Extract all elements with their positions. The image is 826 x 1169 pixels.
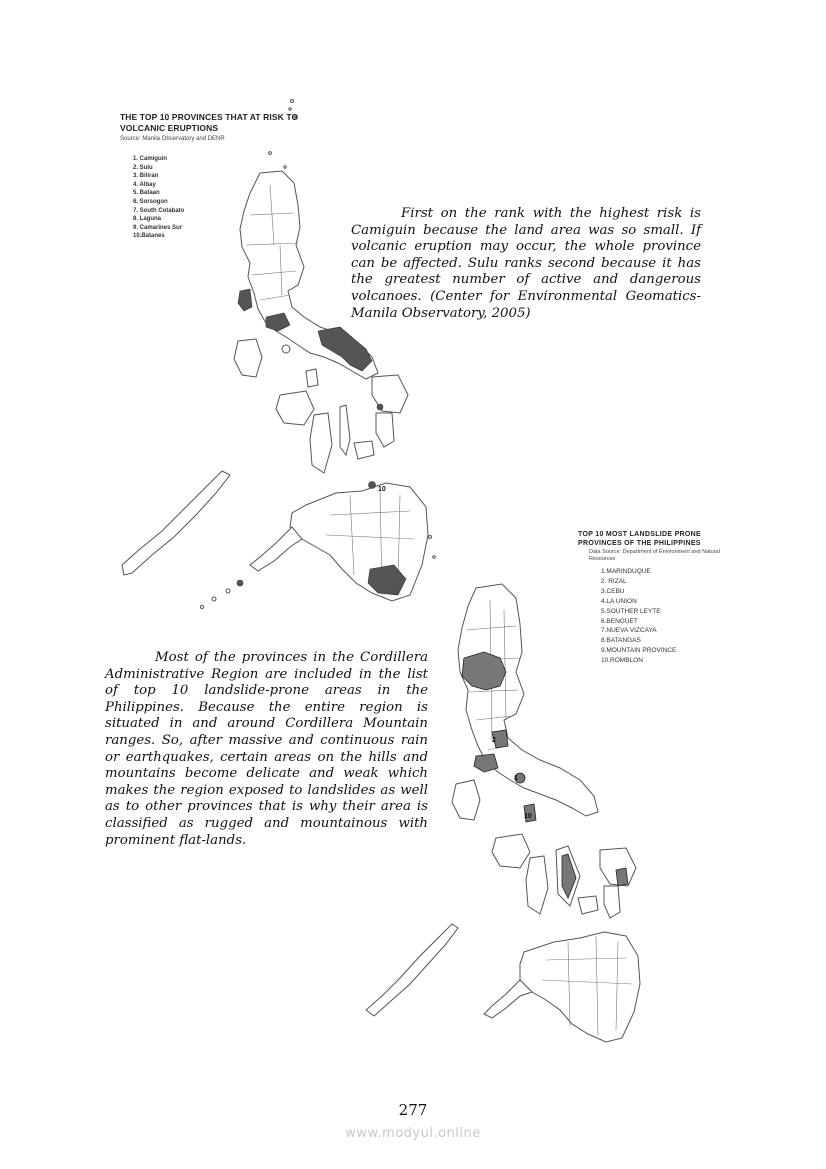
- list-item: 7.NUEVA VIZCAYA: [601, 627, 657, 635]
- negros-island: [526, 856, 548, 914]
- list-item: 4. Albay: [133, 181, 156, 188]
- list-item: 4.LA UNION: [601, 597, 637, 605]
- mindanao-island: [520, 932, 640, 1042]
- luzon-island: [458, 584, 598, 816]
- leyte-island: [604, 886, 620, 918]
- sulu-highlight: [237, 580, 243, 586]
- list-item: 1. Camiguin: [133, 156, 168, 162]
- negros-island: [310, 413, 332, 473]
- batangas-highlight: [474, 754, 498, 772]
- landslide-map-source: Data Source: Department of Environment and Natural Resources: [589, 549, 720, 562]
- list-item: 8.BATANGAS: [601, 637, 641, 645]
- list-item: 3.CEBU: [601, 587, 625, 595]
- map-label-10: 10: [378, 486, 386, 493]
- list-item: 5. Bataan: [133, 190, 160, 197]
- panay-island: [276, 391, 314, 425]
- list-item: 2. Sulu: [133, 164, 153, 171]
- list-item: 10.ROMBLON: [601, 657, 643, 665]
- leyte-island: [376, 413, 394, 447]
- page-number: 277: [398, 1101, 428, 1119]
- volcanic-paragraph: First on the rank with the highest risk is Camiguin because the land area was so small. If volcanic eruption may occur, the whole province can be affected. Sulu ranks second because it has the greatest number of active and dangerous volcanoes. (Center for Environmental Geomatics- Manila Observatory, 2005): [351, 206, 701, 321]
- list-item: 7. South Cotabato: [133, 207, 185, 214]
- palawan-island: [122, 471, 230, 575]
- bohol-island: [578, 896, 598, 914]
- landslide-map-title: TOP 10 MOST LANDSLIDE PRONE PROVINCES OF THE PHILIPPINES: [578, 531, 701, 547]
- landslide-province-list: [601, 567, 676, 666]
- list-item: 3. Biliran: [133, 173, 159, 180]
- map-label-2: 2: [492, 737, 496, 744]
- list-item: 6. Sorsogon: [133, 198, 168, 205]
- list-item: 2. RIZAL: [601, 577, 627, 585]
- list-item: 6.BENGUET: [601, 617, 638, 625]
- volcanic-province-list: [133, 155, 184, 241]
- map-label-10: 10: [524, 813, 532, 820]
- mindoro-island: [452, 780, 480, 820]
- cebu-island: [340, 405, 350, 455]
- list-item: 9. Camarines Sur: [133, 224, 183, 231]
- list-item: 8. Laguna: [133, 216, 162, 223]
- palawan-island: [366, 924, 458, 1016]
- volcanic-map-title: THE TOP 10 PROVINCES THAT AT RISK TO VOLCANIC ERUPTIONS: [120, 112, 299, 133]
- list-item: 5.SOUTHER LEYTE: [601, 607, 661, 615]
- watermark: www.modyul.online: [345, 1126, 481, 1141]
- southern-leyte-highlight: [616, 868, 628, 886]
- list-item: 1.MARINDUQUE: [601, 568, 651, 575]
- panay-island: [492, 834, 530, 868]
- volcanic-map-source: Source: Manila Observatory and DENR: [120, 136, 225, 142]
- bataan-highlight: [238, 289, 252, 311]
- list-item: 10.Batanes: [133, 233, 165, 240]
- landslide-paragraph: Most of the provinces in the Cordillera Administrative Region are included in the list of top 10 landslide-prone areas in the Philippines. Because the entire region is situated in and around Cordillera Mountain ranges. So, after massive and continuous rain or earthquakes, certain areas on the hills and mountains become delicate and weak which makes the region exposed to landslides as well as to other provinces that is why their area is classified as rugged and mountainous with prominent flat-lands.: [105, 650, 428, 848]
- mindoro-island: [234, 339, 262, 377]
- camiguin-highlight: [369, 482, 376, 489]
- map-label-1: 1: [514, 775, 518, 782]
- list-item: 9.MOUNTAIN PROVINCE: [601, 647, 677, 655]
- bohol-island: [354, 441, 374, 459]
